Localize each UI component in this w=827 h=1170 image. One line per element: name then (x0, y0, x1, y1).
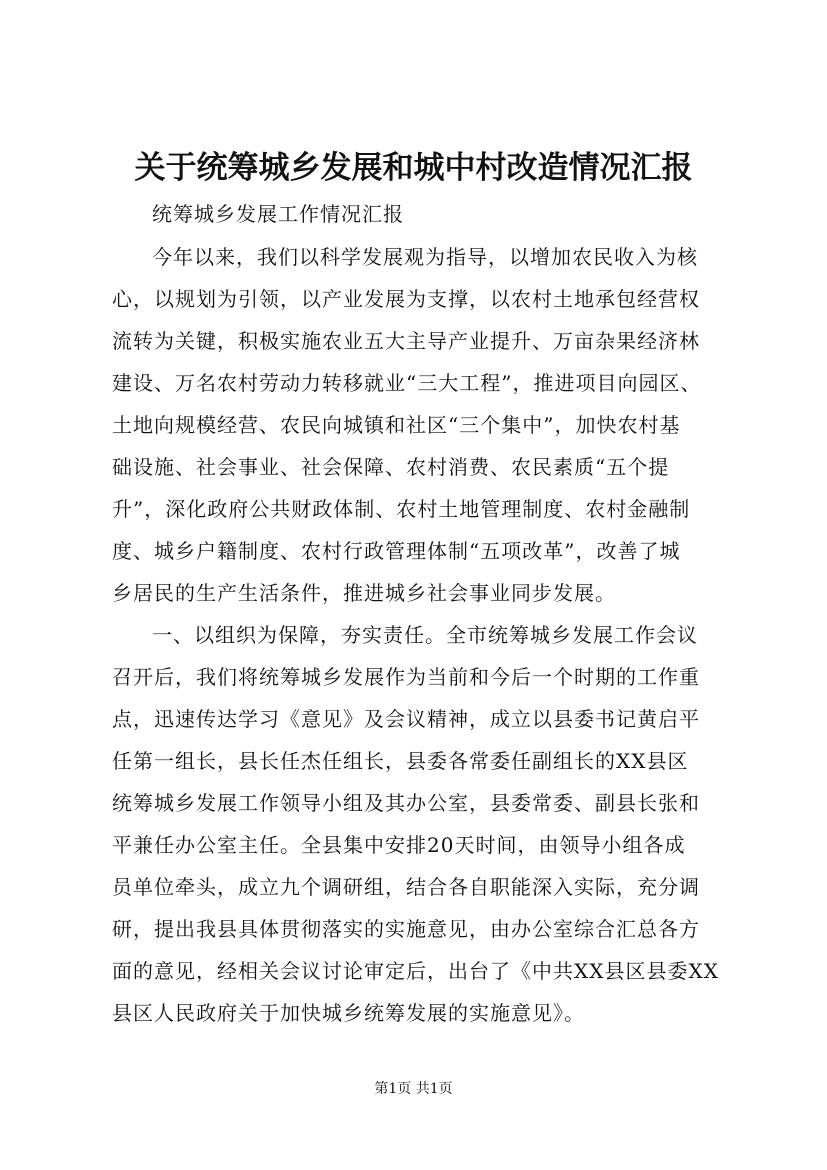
paragraph-line-12: 点，迅速传达学习《意见》及会议精神，成立以县委书记黄启平 (112, 707, 700, 731)
paragraph-line-5: 土地向规模经营、农民向城镇和社区“三个集中”，加快农村基 (112, 413, 681, 437)
paragraph-line-3: 流转为关键，积极实施农业五大主导产业提升、万亩杂果经济林 (112, 329, 700, 353)
paragraph-line-7: 升”，深化政府公共财政体制、农村土地管理制度、农村金融制 (112, 497, 691, 521)
paragraph-line-2: 心，以规划为引领，以产业发展为支撑，以农村土地承包经营权 (112, 287, 700, 311)
paragraph-line-11: 召开后，我们将统筹城乡发展作为当前和今后一个时期的工作重 (112, 665, 700, 689)
paragraph-line-14: 统筹城乡发展工作领导小组及其办公室，县委常委、副县长张和 (112, 791, 700, 815)
paragraph-line-9: 乡居民的生产生活条件，推进城乡社会事业同步发展。 (112, 581, 616, 605)
paragraph-line-1: 今年以来，我们以科学发展观为指导，以增加农民收入为核 (152, 245, 698, 269)
paragraph-line-17: 研，提出我县具体贯彻落实的实施意见，由办公室综合汇总各方 (112, 917, 700, 941)
paragraph-line-19: 县区人民政府关于加快城乡统筹发展的实施意见》。 (112, 1001, 585, 1025)
paragraph-line-16: 员单位牵头，成立九个调研组，结合各自职能深入实际，充分调 (112, 875, 700, 899)
paragraph-line-8: 度、城乡户籍制度、农村行政管理体制“五项改革”，改善了城 (112, 539, 681, 563)
page-footer: 第1页 共1页 (374, 1081, 453, 1097)
document-subtitle: 统筹城乡发展工作情况汇报 (152, 202, 404, 226)
paragraph-line-4: 建设、万名农村劳动力转移就业“三大工程”，推进项目向园区、 (112, 371, 702, 395)
paragraph-line-10: 一、以组织为保障，夯实责任。全市统筹城乡发展工作会议 (152, 623, 698, 647)
paragraph-line-6: 础设施、社会事业、社会保障、农村消费、农民素质“五个提 (112, 455, 670, 479)
paragraph-line-15: 平兼任办公室主任。全县集中安排20天时间，由领导小组各成 (112, 833, 686, 857)
document-title: 关于统筹城乡发展和城中村改造情况汇报 (134, 150, 693, 186)
paragraph-line-13: 任第一组长，县长任杰任组长，县委各常委任副组长的XX县区 (112, 749, 689, 773)
paragraph-line-18: 面的意见，经相关会议讨论审定后，出台了《中共XX县区县委XX (112, 959, 719, 983)
